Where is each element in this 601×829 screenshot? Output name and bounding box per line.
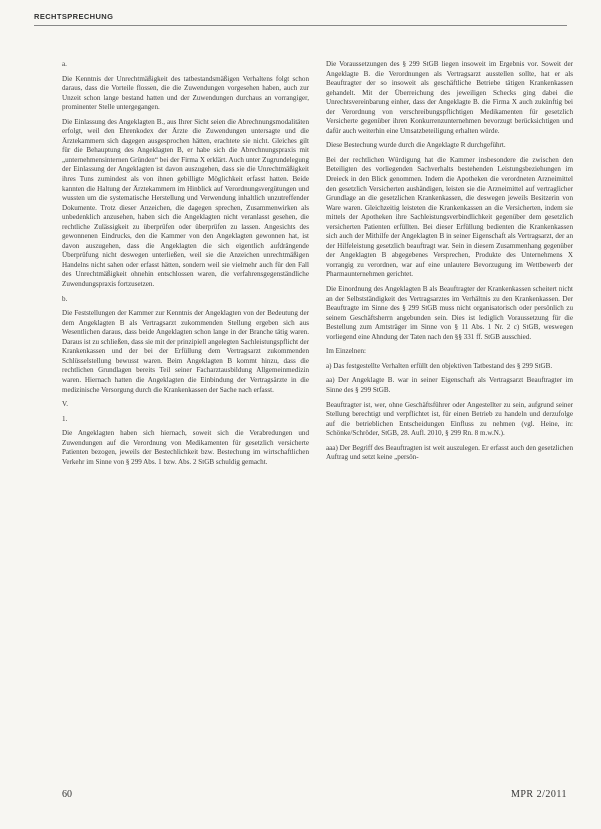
- paragraph: Die Angeklagten haben sich hiernach, soweit sich die Verabredungen und Zuwendungen auf die Verordnung von Medikamenten für gesetzlich versicherte Patienten bezogen, jeweils der Bestechlichkeit bzw. Bestechung im wirtschaftlichen Verkehr im Sinne von § 299 Abs. 1 bzw. Abs. 2 StGB schuldig gemacht.: [62, 429, 309, 466]
- paragraph: Die Einordnung des Angeklagten B als Beauftragter der Krankenkassen scheitert nicht an der Selbstständigkeit des Vertragsarztes im Verhältnis zu den Krankenkassen. Der Beauftragte im Sinne des § 299 StGB muss nicht organisatorisch oder persönlich zu seinem Geschäftsherrn angebunden sein. Dies ist lediglich Voraussetzung für die Bestellung zum Amtsträger im Sinne von § 11 Abs. 1 Nr. 2 c) StGB, weswegen vorliegend eine Ahndung der Taten nach den §§ 331 ff. StGB ausschied.: [326, 285, 573, 341]
- journal-issue: MPR 2/2011: [510, 789, 567, 800]
- paragraph: Im Einzelnen:: [326, 347, 366, 356]
- paragraph: aa) Der Angeklagte B. war in seiner Eigenschaft als Vertragsarzt Beauftragter im Sinne des § 299 StGB.: [326, 376, 573, 394]
- paragraph: Die Voraussetzungen des § 299 StGB liegen insoweit im Ergebnis vor. Soweit der Angeklagte B. die Verordnungen als Vertragsarzt ausstellen sollte, hat er als Beauftragter der so insoweit als geschäftliche Betriebe tätigen Krankenkassen gehandelt. Mit der Überreichung des jeweiligen Schecks ging dabei die Unrechtsvereinbarung einher, dass der Angeklagte B. die Firma X auch zukünftig bei der Verordnung von verschreibungspflichtigen Medikamenten für gesetzlich Versicherte gegenüber ihren Konkurrenzunternehmen bevorzugt berücksichtigen und dafür auch weiterhin eine Umsatzbeteiligung erhalten würde.: [326, 60, 573, 135]
- paragraph: Beauftragter ist, wer, ohne Geschäftsführer oder Angestellter zu sein, aufgrund seiner Stellung berechtigt und verpflichtet ist, für einen Betrieb zu handeln und derzufolge auf die betrieblichen Entscheidungen Einfluss zu nehmen (vgl. Heine, in: Schönke/Schröder, StGB, 28. Aufl. 2010, § 299 Rn. 8 m.w.N.).: [326, 400, 573, 438]
- right-column: [326, 60, 573, 468]
- section-marker-1: 1.: [62, 414, 68, 423]
- left-column: [62, 60, 309, 472]
- paragraph: aaa) Der Begriff des Beauftragten ist weit auszulegen. Er erfasst auch den gesetzlichen Auftrag und setzt keine „persön-: [326, 443, 573, 462]
- section-marker-v: V.: [62, 400, 68, 409]
- paragraph: Bei der rechtlichen Würdigung hat die Kammer insbesondere die zwischen den Beteiligten des vorliegenden Sachverhalts bestehenden Leistungsbeziehungen im Dreieck in den Blick genommen. Indem die Apotheken die verordneten Arzneimittel den gesetzlich Versicherten aushändigen, leisten sie die Arzneimittel auf vertraglicher Grundlage an die gesetzlichen Krankenkassen, die deswegen jeweils Besitzerin von Ware waren. Gleichzeitig leisteten die Krankenkassen an die Versicherten, indem sie mittels der Apotheken ihre Sachleistungsverbindlichkeit gegenüber dem gesetzlich versicherten Patienten erfüllten. Bei dieser Erfüllung bedienten die Krankenkassen sich auch der Mithilfe der Angeklagten B in seiner Eigenschaft als Vertragsarzt, der an der Hilfeleistung gesetzlich beauftragt war. Sein in diesem Zusammenhang gegenüber der Angeklagten B abgegebenes Versprechen, Produkte des Unternehmens X vorrangig zu verordnen, war auf eine unlautere Bevorzugung im Wettbewerb der Pharmaunternehmen gerichtet.: [326, 155, 573, 279]
- paragraph: a) Das festgestellte Verhalten erfüllt den objektiven Tatbestand des § 299 StGB.: [326, 361, 553, 370]
- page-number: 60: [62, 789, 72, 800]
- section-marker-a: a.: [62, 60, 67, 68]
- header-rule: [34, 25, 567, 26]
- paragraph: Die Kenntnis der Unrechtmäßigkeit des tatbestandsmäßigen Verhaltens folgt schon daraus, dass die Vorteile flossen, die die Zuwendungen vorgesehen haben, auch zur Unzeit schon lange bestand hatten und der Zuwendungen durchaus an vorrangiger, prominenter Stelle untergegangen.: [62, 74, 309, 112]
- section-marker-b: b.: [62, 294, 68, 303]
- running-header: RECHTSPRECHUNG: [34, 12, 114, 21]
- paragraph: Die Feststellungen der Kammer zur Kenntnis der Angeklagten von der Bedeutung der dem Angeklagten B als Vertragsarzt zukommenden Stellung ergeben sich aus Wesentlichen daraus, dass beide Angeklagten schon lange in der Branche tätig waren. Daraus ist zu schließen, dass sie mit der prinzipiell angelegten Sachleistungspflicht der Krankenkassen und der bei der Erfüllung dem Vertragsarzt zukommenden Schlüsselstellung bewusst waren. Beim Angeklagten B kommt hinzu, dass die rechtlichen Grundlagen bereits Teil seiner Facharztausbildung Allgemeinmedizin waren. Hiernach hatten die Angeklagten die Einbindung der Vertragsärzte in die medizinische Versorgung durch die Krankenkassen der Sache nach erfasst.: [62, 309, 309, 394]
- paragraph: Die Einlassung des Angeklagten B., aus Ihrer Sicht seien die Abrechnungsmodalitäten erfolgt, weil den Ehrenkodex der Ärzte die Zuwendungen untersagte und die Ärztekammern sich dagegen ausgesprochen hätten, erachtete sie nicht. Gleiches gilt für die Behauptung des Angeklagten B, er habe sich die Abrechnungspraxis mit „unternehmensinternen Gründen“ bei der Firma X erklärt. Auch unter Zugrundelegung der Einlassung der Angeklagten ist davon auszugehen, dass sie die Unrechtmäßigkeit ihres Tuns zumindest als von ihnen gebilligte Möglichkeit erfasst hatten. Beide kannten die Haltung der Ärztekammern im Hinblick auf Verordnungsvergütungen und wussten um die systematische Herstellung und Verwendung inhaltlich unzutreffender Dokumente. Trotz dieser Anzeichen, die dagegen sprechen, Zusammenwirken als unbedenklich anzusehen, haben sich die Angeklagten nicht veranlasst gesehen, die rechtliche Zulässigkeit zu überprüfen oder überprüfen zu lassen. Angesichts des gewonnenen Eindrucks, den die Kammer von den Angeklagten gewonnen hat, ist davon auszugehen, dass die Angeklagten die sich eigentlich aufdrängende Überprüfung nicht deswegen unterließen, weil sie die Anzeichen unrechtmäßigen Handelns nicht sahen oder erfasst hätten, sondern weil sie vielmehr auch für den Fall des Unrechtmäßigkeit ohnehin entschlossen waren, die verfahrensgegenständliche Zuwendungspraxis fortzusetzen.: [62, 117, 309, 289]
- paragraph: Diese Bestechung wurde durch die Angeklagte R durchgeführt.: [326, 141, 506, 150]
